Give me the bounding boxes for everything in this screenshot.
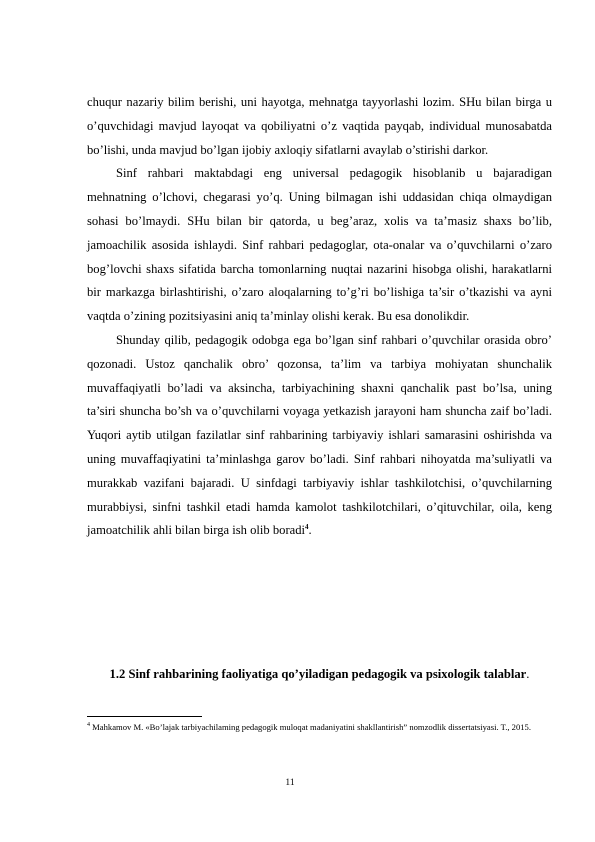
footnote-text: Mahkamov M. «Bo’lajak tarbiyachilaming pedagogik muloqat madaniyatini shakllantirish” nomzodlik dissertatsiyasi. T., 2015. <box>92 722 531 732</box>
paragraph-3-text: Shunday qilib, pedagogik odobga ega bo’lgan sinf rahbari o’quvchilar orasida obro’ qozonadi. Ustoz qanchalik obro’ qozonsa, ta’lim va tarbiya mohiyatan shunchalik muvaffaqiyatli bo’ladi va aksincha, tarbiyachining shaxni qanchalik past bo’lsa, uning ta’siri shuncha bo’sh va o’quvchilarni voyaga yetkazish jarayoni ham shuncha zaif bo’ladi. Yuqori aytib utilgan fazilatlar sinf rahbarining tarbiyaviy ishlari samarasini oshirishda va uning muvaffaqiyatini ta’minlashga garov bo’ladi. Sinf rahbari nihoyatda ma’suliyatli va murakkab vazifani bajaradi. U sinfdagi tarbiyaviy ishlar tashkilotchisi, o’quvchilarning murabbiysi, sinfni tashkil etadi hamda kamolot tashkilotchilari, o’qituvchilar, oila, keng jamoatchilik ahli bilan birga ish olib boradi <box>87 332 552 538</box>
section-heading-trailing: . <box>526 667 530 681</box>
footnote-reference[interactable]: 4 <box>305 523 309 532</box>
paragraph-1: chuqur nazariy bilim berishi, uni hayotga, mehnatga tayyorlashi lozim. SHu bilan birga u o’quvchidagi mavjud layoqat va qobiliyatni o’z vaqtida payqab, individual munosabatda bo’lishi, unda mavjud bo’lgan ijobiy axloqiy sifatlarni avaylab o’stirishi darkor. <box>87 95 552 157</box>
section-heading-text: 1.2 Sinf rahbarining faoliyatiga qo’yiladigan pedagogik va psixologik talablar <box>109 667 527 681</box>
body-text <box>87 91 552 543</box>
paragraph-3-end: . <box>308 523 312 538</box>
section-heading <box>87 662 552 687</box>
paragraph-2: Sinf rahbari maktabdagi eng universal pedagogik hisoblanib u bajaradigan mehnatning o’lchovi, chegarasi yo’q. Uning bilmagan ishi uddasidan chiqa olmaydigan sohasi bo’lmaydi. SHu bilan bir qatorda, u beg’araz, xolis va ta’masiz shaxs bo’lib, jamoachilik asosida ishlaydi. Sinf rahbari pedagoglar, ota-onalar va o’quvchilarni o’zaro bog’lovchi shaxs sifatida barcha tomonlarning nuqtai nazarini hisobga olishi, harakatlarni bir markazga birlashtirishi, o’zaro aloqalarning to’g’ri bo’lishiga ta’sir o’tkazishi va ayni vaqtda o’zining pozitsiyasini aniq ta’minlay olishi kerak. Bu esa donolikdir. <box>87 166 552 324</box>
paragraph-3 <box>87 329 552 543</box>
footnote <box>87 720 557 735</box>
footnote-marker: 4 <box>87 722 90 729</box>
page-number: 11 <box>285 778 295 788</box>
footnote-separator <box>87 716 202 717</box>
